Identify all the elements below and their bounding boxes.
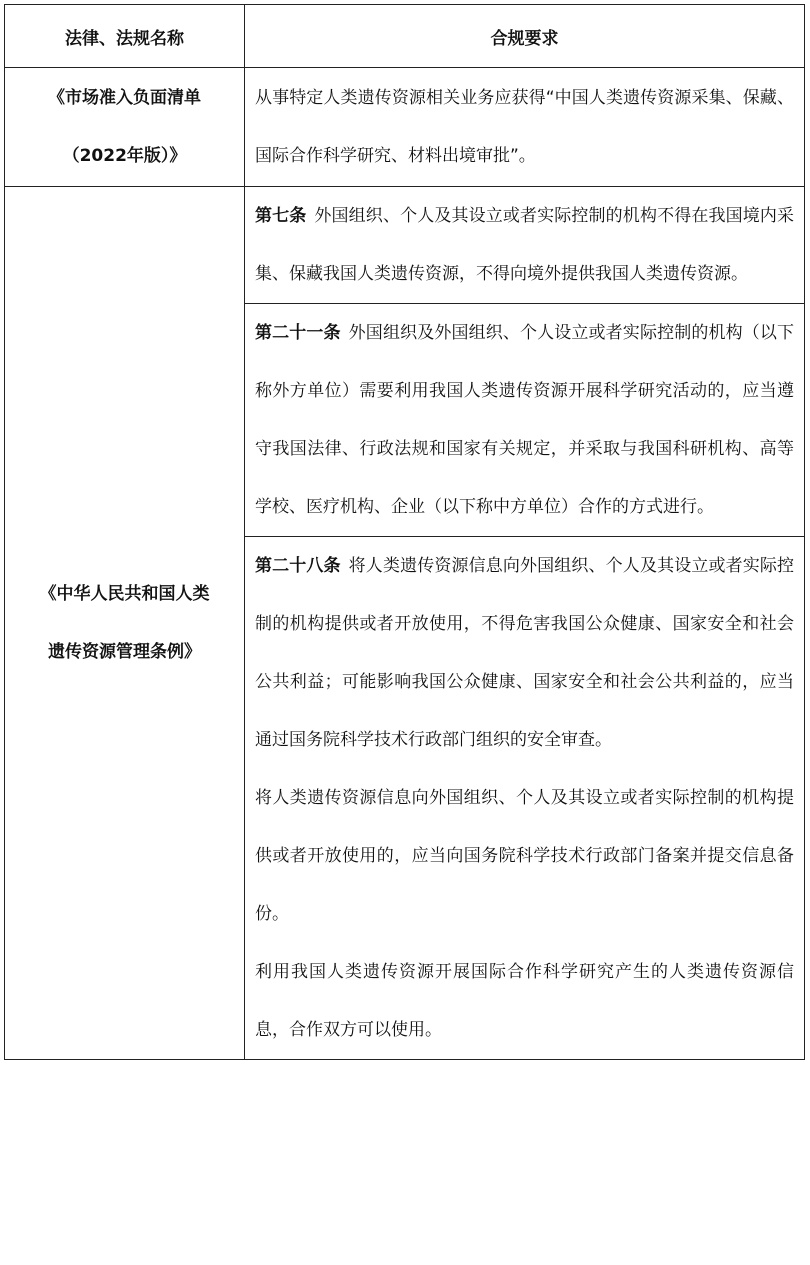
- article-title: 第七条: [255, 206, 307, 226]
- article-28-cell: [245, 537, 805, 1060]
- regulation-table: [4, 4, 805, 1060]
- law-name-line: 《市场准入负面清单: [48, 88, 201, 108]
- article-paragraph: 将人类遗传资源信息向外国组织、个人及其设立或者实际控制的机构提供或者开放使用的，应当向国务院科学技术行政部门备案并提交信息备份。: [255, 788, 794, 924]
- article-text: 将人类遗传资源信息向外国组织、个人及其设立或者实际控制的机构提供或者开放使用，不得危害我国公众健康、国家安全和社会公共利益；可能影响我国公众健康、国家安全和社会公共利益的，应当通过国务院科学技术行政部门组织的安全审查。: [255, 556, 795, 750]
- law-name-cell: [5, 187, 245, 1060]
- header-law-name: 法律、法规名称: [5, 5, 245, 68]
- article-text: 外国组织、个人及其设立或者实际控制的机构不得在我国境内采集、保藏我国人类遗传资源，不得向境外提供我国人类遗传资源。: [255, 206, 795, 284]
- article-7-cell: [245, 187, 805, 304]
- law-name-line: 遗传资源管理条例》: [48, 642, 201, 662]
- article-21-cell: [245, 304, 805, 537]
- table-row: [5, 187, 805, 304]
- article-paragraph: [255, 187, 794, 303]
- table-row: [5, 68, 805, 187]
- law-name-line: 《中华人民共和国人类: [39, 584, 210, 604]
- article-paragraph: [255, 304, 794, 536]
- requirement-text: 从事特定人类遗传资源相关业务应获得“中国人类遗传资源采集、保藏、国际合作科学研究、材料出境审批”。: [255, 88, 794, 166]
- article-title: 第二十一条: [255, 323, 341, 343]
- requirement-cell: [245, 68, 805, 187]
- header-requirement: 合规要求: [245, 5, 805, 68]
- article-paragraph: 利用我国人类遗传资源开展国际合作科学研究产生的人类遗传资源信息，合作双方可以使用。: [255, 962, 794, 1040]
- table-header-row: [5, 5, 805, 68]
- law-name-line: （2022年版）》: [62, 146, 187, 166]
- law-name-cell: [5, 68, 245, 187]
- article-title: 第二十八条: [255, 556, 341, 576]
- article-text: 外国组织及外国组织、个人设立或者实际控制的机构（以下称外方单位）需要利用我国人类遗传资源开展科学研究活动的，应当遵守我国法律、行政法规和国家有关规定，并采取与我国科研机构、高等学校、医疗机构、企业（以下称中方单位）合作的方式进行。: [255, 323, 795, 517]
- article-paragraph: [255, 537, 794, 769]
